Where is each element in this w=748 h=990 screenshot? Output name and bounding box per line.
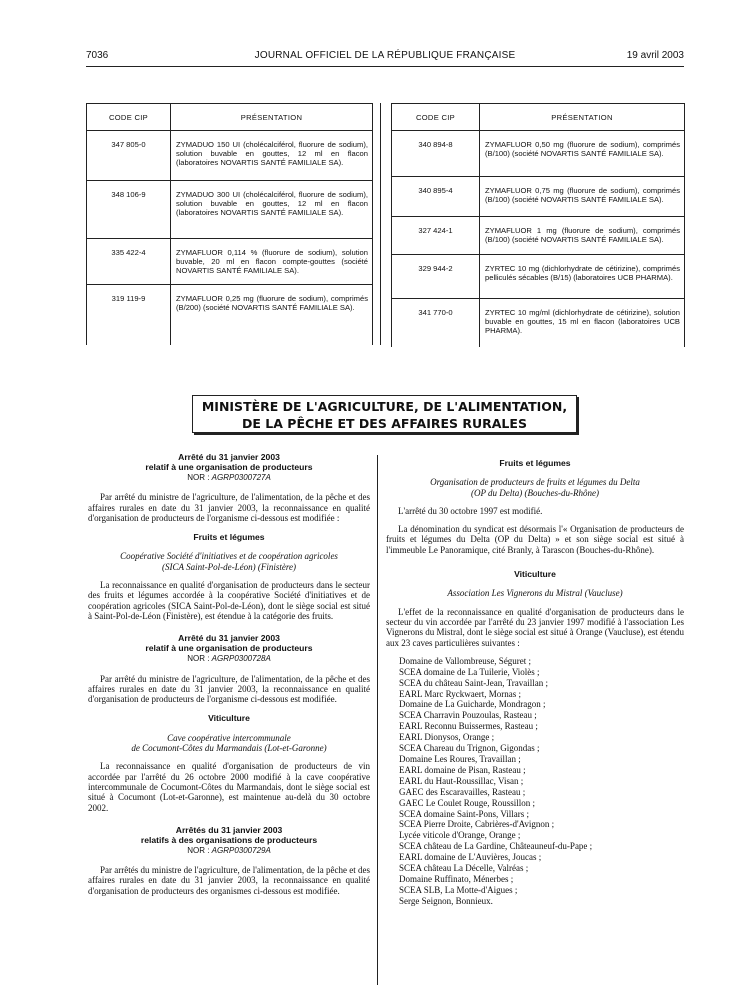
list-item: EARL Dionysos, Orange ; bbox=[399, 732, 495, 743]
paragraph: La reconnaissance en qualité d'organisation de producteurs de vin accordée par l'arrêté du 26 octobre 2000 modifié à la cave coopérative intercommunale de Cocumont-Côtes du Marmandais, dont le siège social est situé à Cocumont (Lot-et-Garonne), est maintenue au-delà du 30 octobre 2002. bbox=[88, 761, 370, 813]
paragraph: Par arrêté du ministre de l'agriculture, de l'alimentation, de la pêche et des affaires rurales en date du 31 janvier 2003, la reconnaissance en qualité d'organisation de producteurs de l'organisme ci-dessous est modifiée : bbox=[88, 492, 370, 523]
list-item: EARL du Haut-Roussillac, Visan ; bbox=[399, 775, 524, 786]
nor-label: NOR : bbox=[187, 473, 210, 482]
list-item: Lycée viticole d'Orange, Orange ; bbox=[399, 830, 521, 841]
list-item: SCEA SLB, La Motte-d'Aigues ; bbox=[399, 884, 518, 895]
issue-date: 19 avril 2003 bbox=[626, 50, 684, 61]
list-item: EARL domaine de Pisan, Rasteau ; bbox=[399, 764, 526, 775]
cip-description: ZYMADUO 150 UI (cholécalciférol, fluorure de sodium), solution buvable en gouttes, 12 ml en flacon (laboratoires NOVARTIS SANTÉ FAMILIALE SA). bbox=[171, 131, 373, 181]
cip-code: 347 805-0 bbox=[87, 131, 171, 181]
section-heading: Viticulture bbox=[208, 713, 250, 724]
col-header-code: CODE CIP bbox=[87, 104, 171, 131]
list-item: Domaine de Vallombreuse, Séguret ; bbox=[399, 655, 532, 666]
list-item: EARL domaine de L'Auvières, Joucas ; bbox=[399, 852, 542, 863]
nor-label: NOR : bbox=[187, 654, 210, 664]
cip-description: ZYMAFLUOR 0,114 % (fluorure de sodium), solution buvable, 20 ml en flacon compte-gouttes (société NOVARTIS SANTÉ FAMILIALE SA). bbox=[171, 239, 373, 285]
list-item: SCEA domaine de La Tuilerie, Violès ; bbox=[399, 666, 540, 677]
col-header-presentation: PRÉSENTATION bbox=[480, 104, 685, 131]
paragraph: La reconnaissance en qualité d'organisation de producteurs dans le secteur des fruits et légumes accordée à la coopérative Société d'initiatives et de coopération agricoles (SICA Saint-Pol-de-Léon), dont le siège social est situé à Saint-Pol-de-Léon (Finistère), est étendue à la catégorie des fruits. bbox=[88, 580, 370, 621]
list-item: SCEA domaine Saint-Pons, Villars ; bbox=[399, 808, 530, 819]
cip-description: ZYMAFLUOR 0,50 mg (fluorure de sodium), comprimés (B/100) (société NOVARTIS SANTÉ FAMILIALE SA). bbox=[480, 131, 685, 177]
nor-code: AGRP0300727A bbox=[211, 473, 271, 482]
col-header-code: CODE CIP bbox=[392, 104, 480, 131]
list-item: EARL Reconnu Buissermes, Rasteau ; bbox=[399, 721, 538, 732]
header-rule bbox=[86, 66, 684, 67]
ministry-line-1: MINISTÈRE DE L'AGRICULTURE, DE L'ALIMENTATION, bbox=[201, 399, 568, 414]
section-heading: Viticulture bbox=[514, 569, 556, 580]
paragraph: Par arrêtés du ministre de l'agriculture, de l'alimentation, de la pêche et des affaires rurales en date du 31 janvier 2003, la reconnaissance en qualité d'organisation de producteurs des organismes ci-dessous est modifiée. bbox=[88, 865, 370, 896]
list-item: GAEC des Escaravailles, Rasteau ; bbox=[399, 786, 526, 797]
list-item: SCEA Chareau du Trignon, Gigondas ; bbox=[399, 743, 540, 754]
section-heading: Fruits et légumes bbox=[499, 458, 571, 468]
cip-description: ZYMADUO 300 UI (cholécalciférol, fluorure de sodium), solution buvable en gouttes, 12 ml en flacon (laboratoires NOVARTIS SANTÉ FAMILIALE SA). bbox=[171, 181, 373, 239]
cip-code: 329 944-2 bbox=[392, 255, 480, 299]
ministry-line-2: DE LA PÊCHE ET DES AFFAIRES RURALES bbox=[242, 416, 527, 431]
paragraph: Par arrêté du ministre de l'agriculture, de l'alimentation, de la pêche et des affaires rurales en date du 31 janvier 2003, la reconnaissance en qualité d'organisation de producteurs de l'organisme ci-dessous est modifiée. bbox=[88, 673, 370, 705]
list-item: SCEA château La Décelle, Valréas ; bbox=[399, 863, 529, 874]
organization-line: (OP du Delta) (Bouches-du-Rhône) bbox=[470, 487, 600, 498]
cip-code: 340 895-4 bbox=[392, 177, 480, 217]
list-item: Domaine de La Guicharde, Mondragon ; bbox=[399, 699, 546, 710]
paragraph: La dénomination du syndicat est désormais l'« Organisation de producteurs de fruits et légumes du Delta (OP du Delta) » et son siège social est situé à l'immeuble Le Panoramique, cité Branly, à Tarascon (Bouches-du-Rhône). bbox=[386, 524, 684, 555]
list-item: GAEC Le Coulet Rouge, Roussillon ; bbox=[399, 797, 535, 808]
cip-description: ZYMAFLUOR 0,75 mg (fluorure de sodium), comprimés (B/100) (société NOVARTIS SANTÉ FAMILIALE SA). bbox=[480, 177, 685, 217]
organization-name bbox=[88, 551, 370, 572]
organization-name bbox=[88, 733, 370, 754]
cip-table-left bbox=[86, 103, 373, 345]
list-item: Domaine Ruffinato, Ménerbes ; bbox=[399, 873, 514, 884]
list-item: Serge Seignon, Bonnieux. bbox=[399, 895, 493, 906]
nor-reference bbox=[88, 654, 370, 664]
cip-description: ZYMAFLUOR 1 mg (fluorure de sodium), comprimés (B/100) (société NOVARTIS SANTÉ FAMILIALE SA). bbox=[480, 217, 685, 255]
list-item: Domaine Les Roures, Travaillan ; bbox=[399, 754, 521, 765]
list-item: SCEA du château Saint-Jean, Travaillan ; bbox=[399, 677, 548, 688]
cip-table-right bbox=[391, 103, 685, 347]
cave-list bbox=[386, 656, 684, 907]
cip-description: ZYMAFLUOR 0,25 mg (fluorure de sodium), comprimés (B/200) (société NOVARTIS SANTÉ FAMILIALE SA). bbox=[176, 294, 368, 312]
organization-name bbox=[386, 477, 684, 498]
cip-code: 335 422-4 bbox=[87, 239, 171, 285]
paragraph: L'arrêté du 30 octobre 1997 est modifié. bbox=[398, 505, 543, 516]
paragraph: L'effet de la reconnaissance en qualité d'organisation de producteurs dans le secteur du vin accordée par l'arrêté du 23 janvier 1997 modifié à l'association Les Vignerons du Mistral, dont le siège social est situé à Orange (Vaucluse), est étendu aux 23 caves particulières suivantes : bbox=[386, 606, 684, 648]
list-item: SCEA Pierre Droite, Cabrières-d'Avignon ; bbox=[399, 819, 555, 830]
left-column bbox=[88, 452, 370, 904]
page-header bbox=[86, 50, 684, 64]
nor-code: AGRP0300728A bbox=[211, 654, 271, 664]
cip-code: 341 770-0 bbox=[392, 299, 480, 347]
col-header-presentation: PRÉSENTATION bbox=[171, 104, 373, 131]
decree-subtitle: relatifs à des organisations de producteurs bbox=[140, 834, 318, 845]
cip-description: ZYRTEC 10 mg (dichlorhydrate de cétirizine), comprimés pelliculés sécables (B/15) (laboratoires UCB PHARMA). bbox=[480, 255, 685, 299]
organization-line: Coopérative Société d'initiatives et de coopération agricoles bbox=[120, 551, 338, 562]
cip-code: 319 119-9 bbox=[87, 285, 171, 345]
decree-subtitle: relatif à une organisation de producteurs bbox=[145, 462, 313, 472]
nor-reference bbox=[88, 846, 370, 856]
decree-title: Arrêté du 31 janvier 2003 bbox=[178, 633, 280, 644]
section-heading: Fruits et légumes bbox=[193, 532, 265, 543]
cip-code: 340 894-8 bbox=[392, 131, 480, 177]
nor-label: NOR : bbox=[187, 845, 210, 855]
cip-description: ZYRTEC 10 mg/ml (dichlorhydrate de cétirizine), solution buvable en gouttes, 15 ml en flacon (laboratoires UCB PHARMA). bbox=[485, 308, 680, 335]
ministry-banner bbox=[192, 395, 577, 433]
nor-code: AGRP0300729A bbox=[211, 845, 271, 855]
list-item: SCEA Charravin Pouzoulas, Rasteau ; bbox=[399, 710, 537, 721]
list-item: SCEA château de La Gardine, Châteauneuf-du-Pape ; bbox=[399, 841, 593, 852]
table-divider bbox=[380, 103, 381, 345]
right-column bbox=[386, 458, 684, 907]
organization-line: Cave coopérative intercommunale bbox=[167, 732, 291, 743]
page-number: 7036 bbox=[86, 50, 109, 61]
organization-line: de Cocumont-Côtes du Marmandais (Lot-et-Garonne) bbox=[131, 743, 327, 754]
organization-line: Organisation de producteurs de fruits et légumes du Delta bbox=[430, 477, 640, 488]
cip-code: 348 106-9 bbox=[87, 181, 171, 239]
decree-subtitle: relatif à une organisation de producteurs bbox=[145, 643, 313, 654]
organization-name: Association Les Vignerons du Mistral (Vaucluse) bbox=[447, 588, 623, 599]
decree-title: Arrêté du 31 janvier 2003 bbox=[178, 452, 280, 462]
nor-reference bbox=[88, 473, 370, 483]
list-item: EARL Marc Ryckwaert, Mornas ; bbox=[399, 688, 522, 699]
column-divider bbox=[377, 455, 378, 985]
cip-code: 327 424-1 bbox=[392, 217, 480, 255]
organization-line: (SICA Saint-Pol-de-Léon) (Finistère) bbox=[162, 561, 296, 572]
decree-title: Arrêtés du 31 janvier 2003 bbox=[175, 824, 283, 835]
journal-title: JOURNAL OFFICIEL DE LA RÉPUBLIQUE FRANÇAISE bbox=[254, 50, 516, 61]
